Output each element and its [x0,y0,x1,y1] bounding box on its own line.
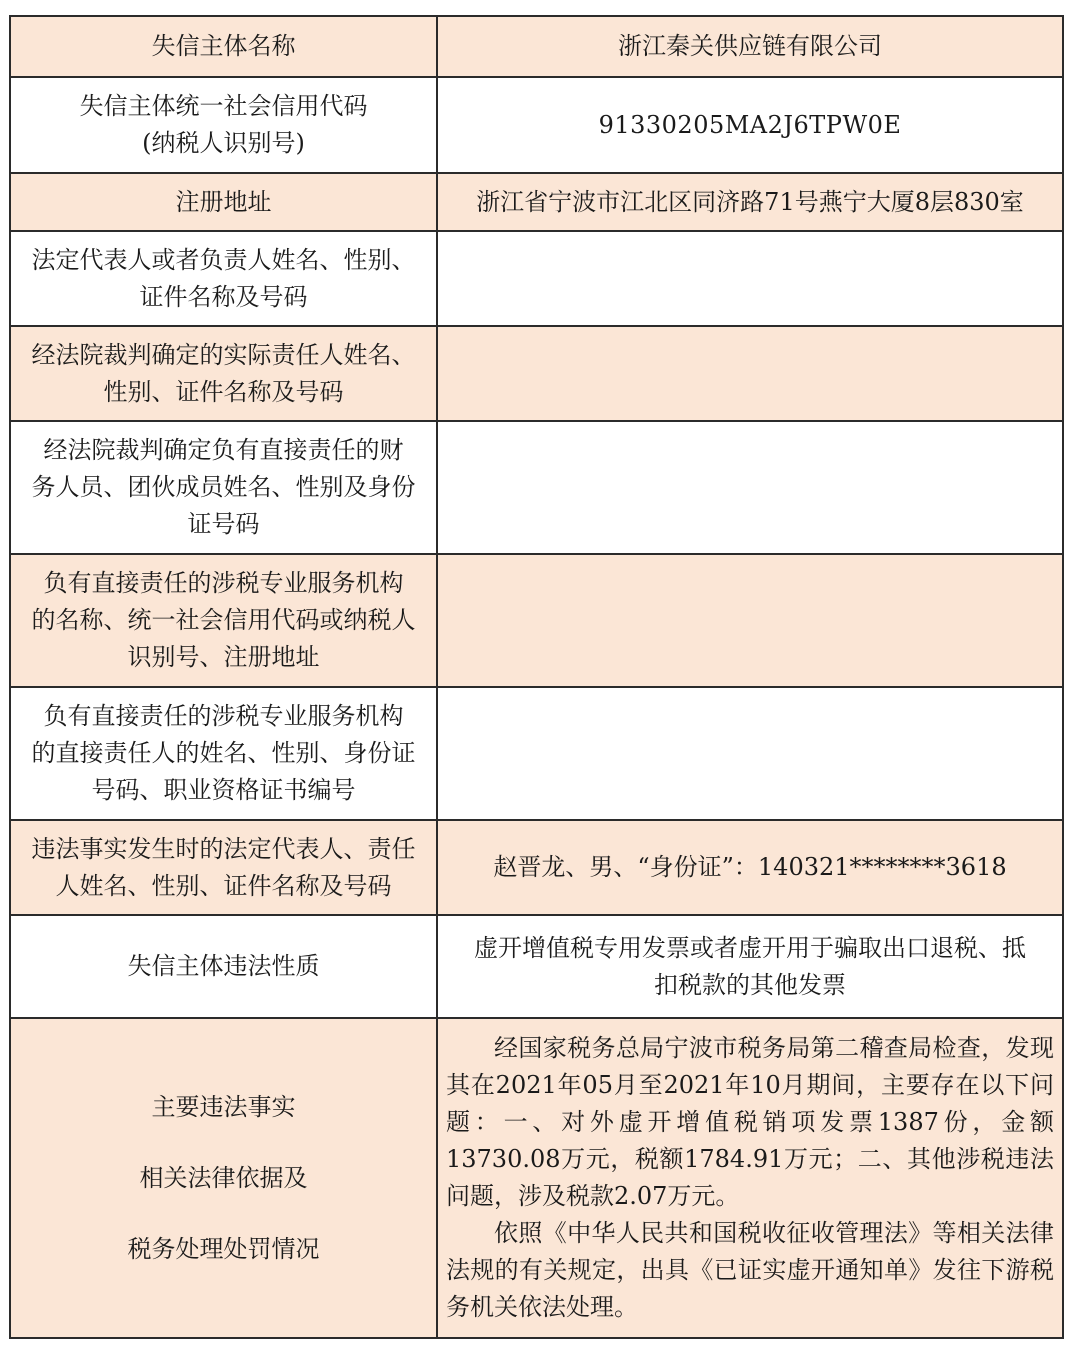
label-line: 号码、职业资格证书编号 [91,776,356,804]
label-violation-nature: 失信主体违法性质 [10,915,437,1018]
label-legal-rep [10,231,437,326]
label-line: 性别、证件名称及号码 [103,377,344,406]
value-line: 扣税款的其他发票 [654,970,846,999]
label-part: 相关法律依据及 [139,1163,308,1192]
label-line: 证件名称及号码 [139,282,308,311]
label-line: (纳税人识别号) [142,129,305,157]
label-line: 负有直接责任的涉税专业服务机构 [43,702,404,730]
row-entity-name [10,16,1063,77]
label-agency-person [10,687,437,820]
value-actual-responsible [437,326,1063,421]
label-agency-info [10,554,437,687]
value-agency-info [437,554,1063,687]
row-actual-responsible [10,326,1063,421]
facts-paragraph: 经国家税务总局宁波市税务局第二稽查局检查，发现其在2021年05月至2021年10月期间，主要存在以下问题：一、对外虚开增值税销项发票1387份，金额13730.08万元，税额1784.91万元；二、其他涉税违法问题，涉及税款2.07万元。 [446,1034,1054,1210]
value-line: 虚开增值税专用发票或者虚开用于骗取出口退税、抵 [474,933,1026,962]
label-line: 的直接责任人的姓名、性别、身份证 [31,739,416,767]
label-actual-responsible [10,326,437,421]
label-line: 负有直接责任的涉税专业服务机构 [43,569,404,597]
value-finance-staff [437,421,1063,554]
value-agency-person [437,687,1063,820]
label-entity-name: 失信主体名称 [10,16,437,77]
value-main-facts [437,1018,1063,1338]
row-finance-staff [10,421,1063,554]
row-offense-rep [10,820,1063,915]
value-entity-name: 浙江秦关供应链有限公司 [437,16,1063,77]
label-offense-rep [10,820,437,915]
label-line: 失信主体统一社会信用代码 [79,92,368,120]
value-credit-code: 91330205MA2J6TPW0E [437,77,1063,173]
taxpayer-info-table [9,15,1064,1339]
label-finance-staff [10,421,437,554]
row-credit-code [10,77,1063,173]
label-registered-address: 注册地址 [10,173,437,231]
row-main-facts [10,1018,1063,1338]
label-main-facts [10,1018,437,1338]
label-part: 主要违法事实 [151,1092,296,1121]
label-line: 识别号、注册地址 [127,643,320,671]
label-line: 证号码 [187,510,260,538]
value-violation-nature [437,915,1063,1018]
legal-basis-paragraph: 依照《中华人民共和国税收征收管理法》等相关法律法规的有关规定，出具《已证实虚开通知单》发往下游税务机关依法处理。 [446,1219,1054,1321]
label-line: 法定代表人或者负责人姓名、性别、 [31,245,416,274]
row-agency-person [10,687,1063,820]
row-agency-info [10,554,1063,687]
label-line: 人姓名、性别、证件名称及号码 [55,871,392,900]
value-offense-rep: 赵晋龙、男、“身份证”：140321********3618 [437,820,1063,915]
row-legal-rep [10,231,1063,326]
label-line: 违法事实发生时的法定代表人、责任 [31,834,416,863]
label-line: 务人员、团伙成员姓名、性别及身份 [31,473,416,501]
label-credit-code [10,77,437,173]
label-line: 经法院裁判确定的实际责任人姓名、 [31,340,416,369]
value-registered-address: 浙江省宁波市江北区同济路71号燕宁大厦8层830室 [437,173,1063,231]
value-legal-rep [437,231,1063,326]
row-registered-address [10,173,1063,231]
label-line: 经法院裁判确定负有直接责任的财 [43,436,404,464]
label-part: 税务处理处罚情况 [127,1234,320,1263]
row-violation-nature [10,915,1063,1018]
label-line: 的名称、统一社会信用代码或纳税人 [31,606,416,634]
